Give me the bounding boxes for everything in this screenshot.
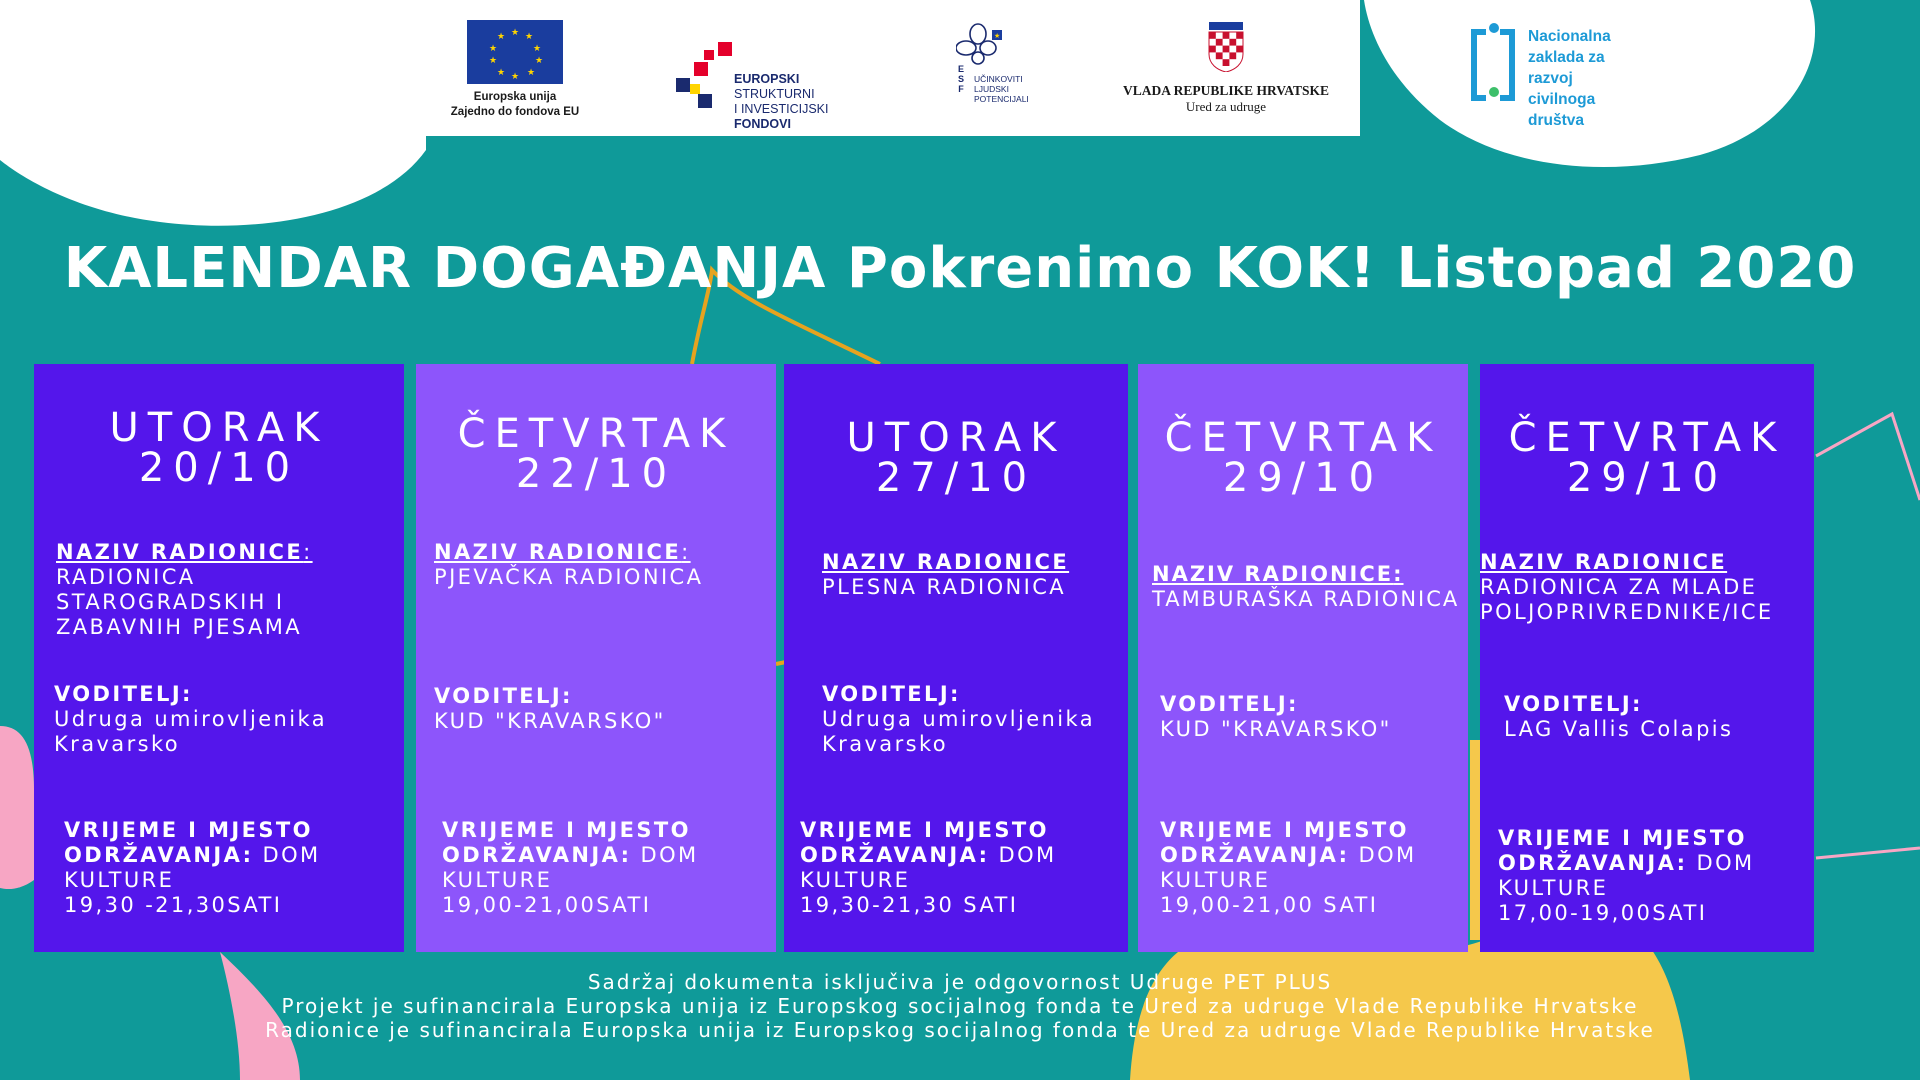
leader-block — [1160, 692, 1392, 742]
workshop-label — [1152, 562, 1459, 587]
nz-line: razvoj — [1528, 70, 1573, 87]
event-day — [1480, 415, 1814, 501]
nz-line: zaklada za — [1528, 49, 1605, 66]
workshop-name: RADIONICA ZA MLADE — [1480, 575, 1758, 599]
event-card — [1138, 364, 1468, 952]
event-date: 29/10 — [1222, 455, 1384, 501]
leader-label: VODITELJ: — [434, 684, 573, 708]
time-place-label: VRIJEME I MJESTO — [442, 818, 691, 842]
event-date: 22/10 — [515, 451, 677, 497]
time-place-block — [64, 818, 321, 918]
time-place-block — [1498, 826, 1755, 926]
time-place-block — [800, 818, 1057, 918]
event-day — [416, 411, 776, 497]
event-day — [34, 405, 404, 491]
esf-text-line: POTENCIJALI — [974, 94, 1029, 104]
workshop-label: NAZIV RADIONICE — [1480, 550, 1728, 574]
page-title: KALENDAR DOGAĐANJA Pokrenimo KOK! Listopad 2020 — [63, 236, 1857, 301]
footer-line: Sadržaj dokumenta isključiva je odgovornost Udruge PET PLUS — [587, 970, 1333, 994]
event-date: 20/10 — [138, 445, 300, 491]
event-weekday: UTORAK — [846, 415, 1066, 461]
leader-name: Udruga umirovljenika — [54, 707, 327, 731]
leader-name: Kravarsko — [822, 732, 949, 756]
esif-word: EUROPSKI — [734, 72, 800, 86]
event-day — [784, 415, 1128, 501]
esf-logo — [956, 22, 1046, 112]
esf-letters — [956, 64, 966, 94]
time-place-label: VRIJEME I MJESTO — [1498, 826, 1747, 850]
workshop-block — [434, 540, 703, 590]
workshop-label-text: NAZIV RADIONICE — [1152, 562, 1394, 586]
leader-name: Udruga umirovljenika — [822, 707, 1095, 731]
leader-label: VODITELJ: — [54, 682, 193, 706]
esif-word: FONDOVI — [734, 117, 791, 131]
footer-line: Radionice je sufinancirala Europska unija iz Europskog socijalnog fonda te Ured za udruge Vlade Republike Hrvatske — [265, 1018, 1655, 1042]
leader-name: KUD "KRAVARSKO" — [1160, 717, 1392, 741]
event-date: 27/10 — [875, 455, 1037, 501]
leader-block — [54, 682, 327, 757]
workshop-name: STAROGRADSKIH I — [56, 590, 285, 614]
nacionalna-zaklada-text — [1528, 26, 1611, 131]
leader-name: LAG Vallis Colapis — [1504, 717, 1734, 741]
time-place-block — [442, 818, 699, 918]
eu-logo — [450, 20, 580, 120]
event-card — [784, 364, 1128, 952]
place: DOM — [998, 843, 1057, 867]
workshop-block — [822, 550, 1069, 600]
vlada-subtitle: Ured za udruge — [1185, 99, 1267, 114]
time-place-block — [1160, 818, 1417, 918]
event-time: 19,30 -21,30SATI — [64, 893, 283, 917]
time-place-label: VRIJEME I MJESTO — [64, 818, 313, 842]
place: DOM — [1358, 843, 1417, 867]
time-place-label: ODRŽAVANJA: — [442, 843, 632, 867]
time-place-label: VRIJEME I MJESTO — [800, 818, 1049, 842]
event-card — [34, 364, 404, 952]
place: KULTURE — [1160, 868, 1271, 892]
place: KULTURE — [800, 868, 911, 892]
place: KULTURE — [64, 868, 175, 892]
esif-square-icon — [718, 42, 732, 56]
workshop-label: NAZIV RADIONICE — [56, 540, 304, 564]
esif-text — [734, 72, 882, 132]
esif-word: STRUKTURNI — [734, 87, 815, 101]
place: DOM — [1696, 851, 1755, 875]
vlada-title: VLADA REPUBLIKE HRVATSKE — [1122, 83, 1330, 98]
event-card — [416, 364, 776, 952]
workshop-colon: : — [1393, 562, 1404, 586]
esf-flower-icon — [956, 22, 1016, 66]
workshop-name: PLESNA RADIONICA — [822, 575, 1067, 599]
eu-caption-2: Zajedno do fondova EU — [450, 106, 580, 118]
esif-square-icon — [698, 94, 712, 108]
event-card — [1480, 364, 1814, 952]
nacionalna-zaklada-logo — [1468, 18, 1618, 138]
event-time: 19,00-21,00SATI — [442, 893, 652, 917]
croatian-crest-icon — [1207, 22, 1245, 72]
place: DOM — [262, 843, 321, 867]
event-day — [1138, 415, 1468, 501]
eu-caption-1: Europska unija — [473, 91, 557, 103]
workshop-colon: : — [303, 540, 313, 564]
esif-square-icon — [694, 62, 708, 76]
esif-logo — [672, 38, 882, 131]
event-time: 17,00-19,00SATI — [1498, 901, 1708, 925]
workshop-block — [1152, 562, 1459, 612]
nz-line: Nacionalna — [1528, 28, 1611, 45]
esf-text-line: LJUDSKI — [974, 84, 1009, 94]
workshop-name: RADIONICA — [56, 565, 196, 589]
time-place-label: VRIJEME I MJESTO — [1160, 818, 1409, 842]
workshop-name: POLJOPRIVREDNIKE/ICE — [1480, 600, 1774, 624]
workshop-name: PJEVAČKA RADIONICA — [434, 565, 704, 589]
workshop-name: ZABAVNIH PJESAMA — [56, 615, 303, 639]
time-place-label: ODRŽAVANJA: — [64, 843, 254, 867]
event-date: 29/10 — [1566, 455, 1728, 501]
svg-text:★: ★ — [994, 33, 1001, 40]
esf-letter: F — [958, 84, 964, 94]
esf-letter: S — [957, 74, 964, 84]
workshop-name: TAMBURAŠKA RADIONICA — [1152, 587, 1460, 611]
nz-line: društva — [1528, 112, 1584, 129]
event-time: 19,30-21,30 SATI — [800, 893, 1019, 917]
esif-word: I INVESTICIJSKI — [734, 102, 829, 116]
esf-text-line: UČINKOVITI — [974, 74, 1023, 84]
event-weekday: ČETVRTAK — [1508, 415, 1786, 461]
leader-block — [434, 684, 666, 734]
footer-line: Projekt je sufinancirala Europska unija iz Europskog socijalnog fonda te Ured za udruge Vlade Republike Hrvatske — [281, 994, 1639, 1018]
workshop-colon: : — [681, 540, 691, 564]
place: KULTURE — [442, 868, 553, 892]
time-place-label: ODRŽAVANJA: — [800, 843, 990, 867]
workshop-label: NAZIV RADIONICE — [434, 540, 682, 564]
footer — [0, 970, 1920, 1042]
leader-name: KUD "KRAVARSKO" — [434, 709, 666, 733]
time-place-label: ODRŽAVANJA: — [1498, 851, 1688, 875]
nz-line: civilnoga — [1528, 91, 1596, 108]
event-weekday: UTORAK — [109, 405, 329, 451]
leader-name: Kravarsko — [54, 732, 181, 756]
leader-block — [822, 682, 1095, 757]
esf-letter: E — [957, 64, 964, 74]
leader-label: VODITELJ: — [1160, 692, 1299, 716]
event-weekday: ČETVRTAK — [457, 411, 735, 457]
vlada-logo — [1116, 22, 1336, 115]
esif-square-icon — [676, 78, 690, 92]
bracket-logo-icon — [1468, 22, 1518, 108]
leader-label: VODITELJ: — [822, 682, 961, 706]
leader-label: VODITELJ: — [1504, 692, 1643, 716]
workshop-block — [1480, 550, 1774, 625]
eu-flag-icon: ★ ★ ★ ★ ★ ★ ★ ★ ★ ★ — [467, 20, 563, 84]
workshop-block — [56, 540, 313, 640]
esf-text — [974, 74, 1029, 104]
time-place-label: ODRŽAVANJA: — [1160, 843, 1350, 867]
esif-square-icon — [690, 84, 700, 94]
logo-bar — [426, 0, 1360, 136]
event-time: 19,00-21,00 SATI — [1160, 893, 1379, 917]
esif-square-icon — [704, 50, 714, 60]
leader-block — [1504, 692, 1733, 742]
place: KULTURE — [1498, 876, 1609, 900]
event-weekday: ČETVRTAK — [1164, 415, 1442, 461]
workshop-label: NAZIV RADIONICE — [822, 550, 1070, 574]
place: DOM — [640, 843, 699, 867]
